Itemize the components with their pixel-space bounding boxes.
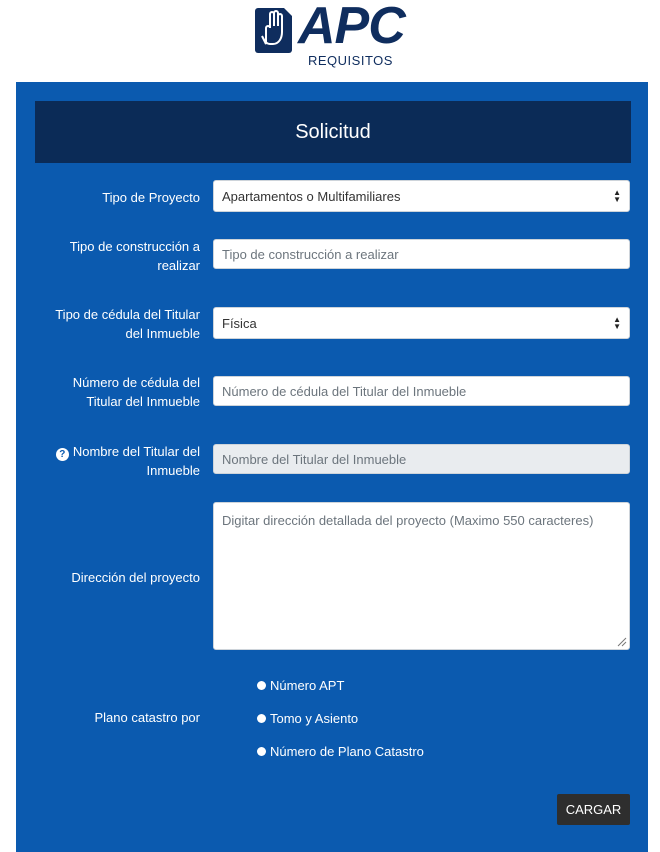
form-panel xyxy=(16,82,648,852)
logo-wordmark: APC xyxy=(298,0,405,55)
apc-logo xyxy=(252,2,412,70)
direccion-placeholder: Digitar dirección detallada del proyecto (Maximo 550 caracteres) xyxy=(222,513,594,528)
question-circle-icon[interactable]: ? xyxy=(56,448,69,461)
radio-label: Número de Plano Catastro xyxy=(270,743,424,759)
direccion-textarea[interactable] xyxy=(213,502,630,650)
radio-label: Tomo y Asiento xyxy=(270,710,359,726)
panel-title: Solicitud xyxy=(35,101,631,163)
tipo-proyecto-value: Apartamentos o Multifamiliares xyxy=(222,188,401,204)
radio-numero-apt[interactable] xyxy=(257,676,344,694)
nombre-titular-placeholder: Nombre del Titular del Inmueble xyxy=(222,451,407,467)
radio-button[interactable] xyxy=(257,747,266,756)
nombre-titular-input xyxy=(213,444,630,474)
tipo-proyecto-label: Tipo de Proyecto xyxy=(102,190,200,205)
tipo-construccion-input[interactable] xyxy=(213,239,630,269)
tipo-construccion-placeholder: Tipo de construcción a realizar xyxy=(222,246,399,262)
tipo-construccion-label: Tipo de construcción a realizar xyxy=(69,239,200,273)
direccion-label: Dirección del proyecto xyxy=(71,570,200,585)
numero-cedula-label: Número de cédula del Titular del Inmueble xyxy=(72,375,200,409)
tipo-cedula-select[interactable] xyxy=(213,307,630,339)
tipo-proyecto-select[interactable] xyxy=(213,180,630,212)
radio-tomo-asiento[interactable] xyxy=(257,709,358,727)
numero-cedula-input[interactable] xyxy=(213,376,630,406)
radio-label: Número APT xyxy=(270,677,345,693)
chevron-updown-icon: ▲ ▼ xyxy=(613,315,621,331)
numero-cedula-placeholder: Número de cédula del Titular del Inmueble xyxy=(222,383,467,399)
resize-handle-icon[interactable] xyxy=(615,635,627,647)
chevron-updown-icon: ▲ ▼ xyxy=(613,188,621,204)
logo-subtitle: REQUISITOS xyxy=(308,53,393,68)
tipo-cedula-value: Física xyxy=(222,315,257,331)
nombre-titular-label-text: Nombre del Titular del Inmueble xyxy=(72,444,200,478)
radio-numero-plano[interactable] xyxy=(257,742,424,760)
radio-button[interactable] xyxy=(257,714,266,723)
radio-button[interactable] xyxy=(257,681,266,690)
nombre-titular-label xyxy=(40,442,200,480)
plano-label: Plano catastro por xyxy=(94,710,200,725)
tipo-cedula-label: Tipo de cédula del Titular del Inmueble xyxy=(55,307,200,341)
hand-document-icon xyxy=(252,4,296,54)
cargar-button[interactable]: CARGAR xyxy=(557,794,630,825)
